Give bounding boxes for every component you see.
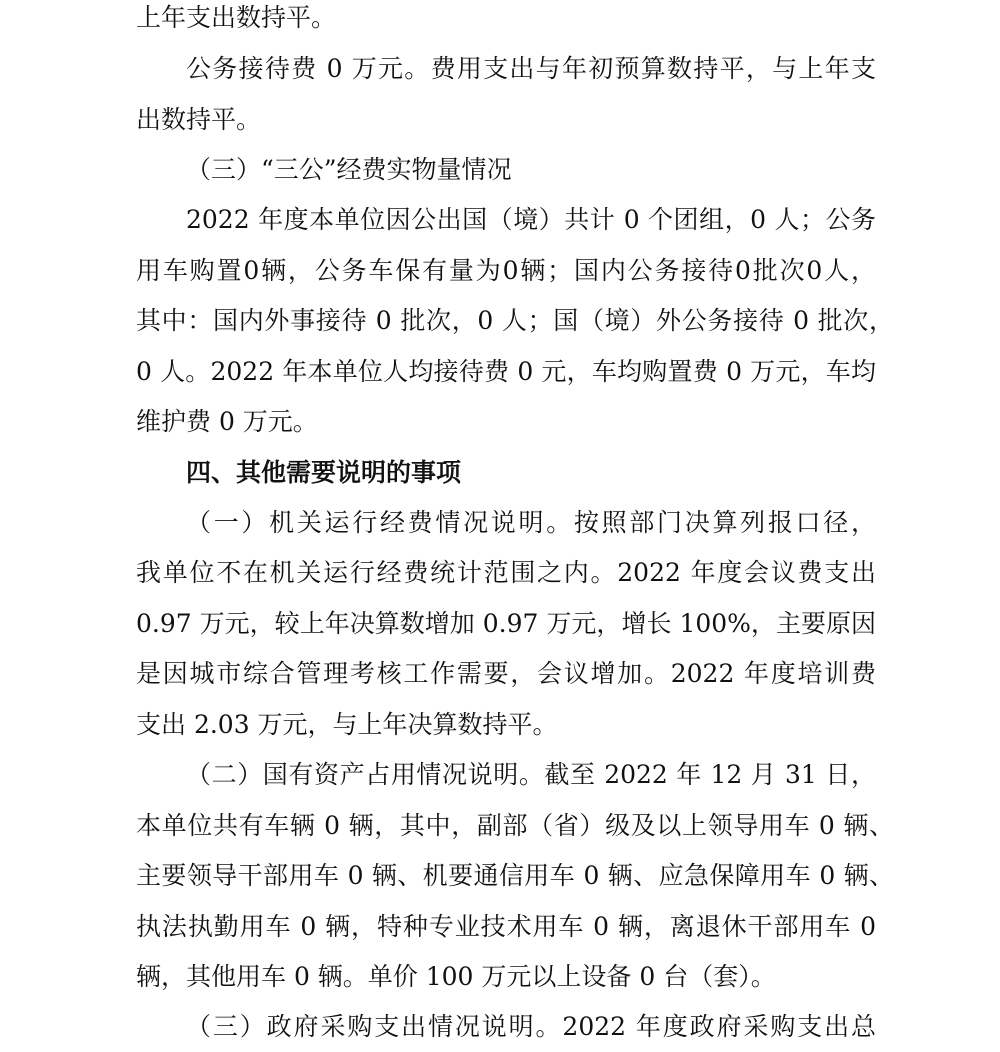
section-subheading: （三）“三公”经费实物量情况 [186,155,512,184]
text-line: （一）机关运行经费情况说明。按照部门决算列报口径， [186,508,876,537]
text-line: 上年支出数持平。 [136,3,337,32]
text-line: 2022 年度本单位因公出国（境）共计 0 个团组，0 人；公务 [186,205,876,234]
text-line: 维护费 0 万元。 [136,407,318,436]
section-heading: 四、其他需要说明的事项 [186,458,462,487]
text-line: 执法执勤用车 0 辆，特种专业技术用车 0 辆，离退休干部用车 0 [136,912,876,941]
text-line: （二）国有资产占用情况说明。截至 2022 年 12 月 31 日， [186,760,876,789]
text-line: 公务接待费 0 万元。费用支出与年初预算数持平，与上年支 [186,54,876,83]
text-line: 0.97 万元，较上年决算数增加 0.97 万元，增长 100%，主要原因 [136,609,876,638]
text-line: 我单位不在机关运行经费统计范围之内。2022 年度会议费支出 [136,558,876,587]
text-line: 本单位共有车辆 0 辆，其中，副部（省）级及以上领导用车 0 辆、 [136,811,894,840]
text-line: 支出 2.03 万元，与上年决算数持平。 [136,710,558,739]
text-line: 出数持平。 [136,105,262,134]
text-line: 其中：国内外事接待 0 批次，0 人；国（境）外公务接待 0 批次， [136,306,894,335]
text-line: 用车购置0辆，公务车保有量为0辆；国内公务接待0批次0人， [136,256,876,285]
text-line: 是因城市综合管理考核工作需要，会议增加。2022 年度培训费 [136,659,876,688]
text-line: 0 人。2022 年本单位人均接待费 0 元，车均购置费 0 万元，车均 [136,357,876,386]
text-line: 主要领导干部用车 0 辆、机要通信用车 0 辆、应急保障用车 0 辆、 [136,861,894,890]
text-line: （三）政府采购支出情况说明。2022 年度政府采购支出总 [186,1012,876,1041]
text-line: 辆，其他用车 0 辆。单价 100 万元以上设备 0 台（套）。 [136,962,776,991]
